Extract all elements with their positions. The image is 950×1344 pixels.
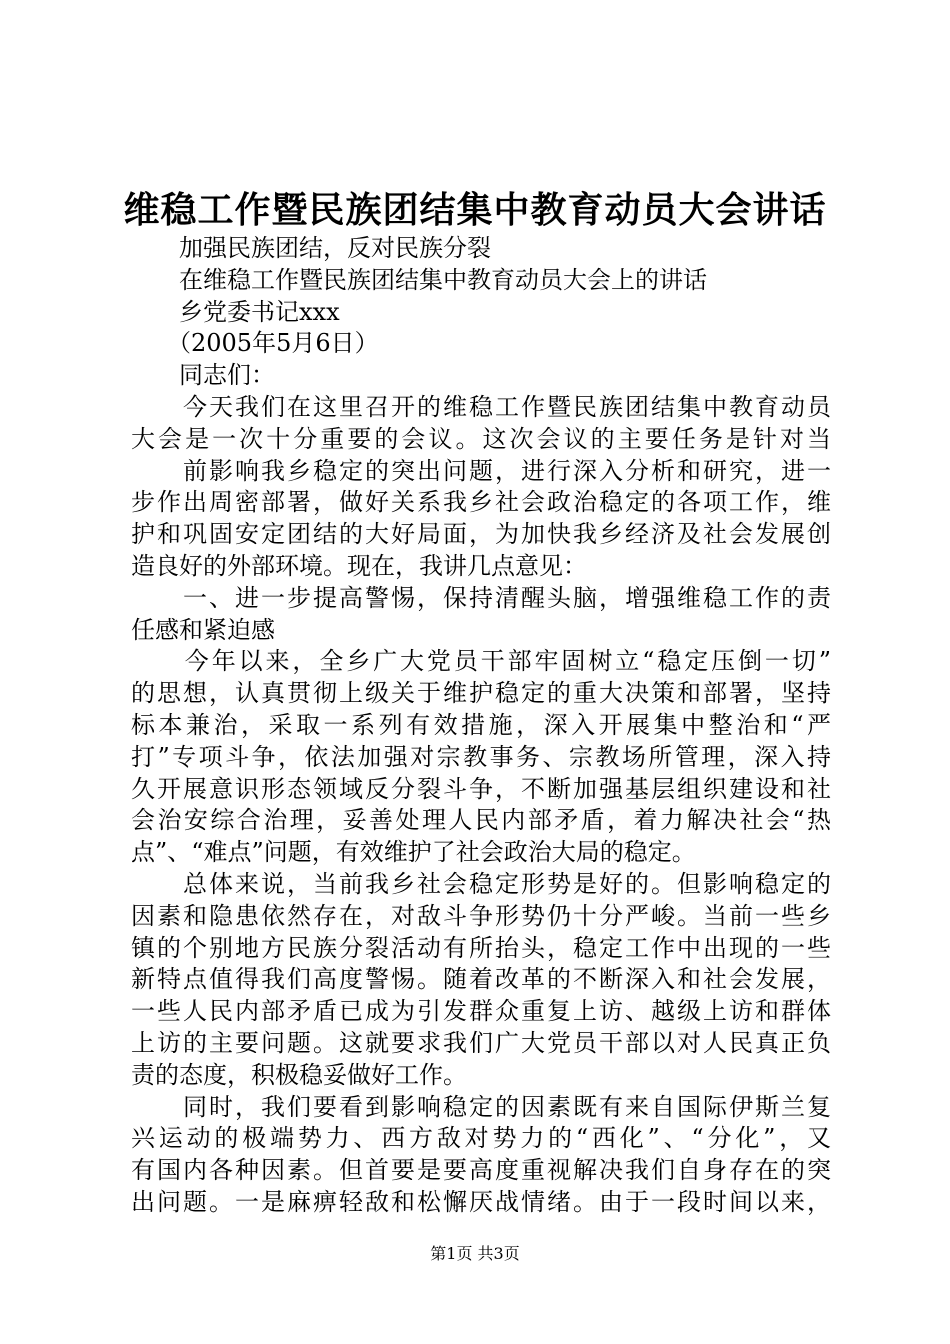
paragraph-line: 责的态度，积极稳妥做好工作。 [131, 1060, 467, 1089]
document-body [131, 233, 831, 1219]
paragraph-line: 上访的主要问题。这就要求我们广大党员干部以对人民真正负 [131, 1028, 831, 1057]
speech-occasion-line: 在维稳工作暨民族团结集中教育动员大会上的讲话 [131, 265, 707, 294]
page-number-footer: 第1页 共3页 [430, 1244, 520, 1263]
paragraph-line: 一些人民内部矛盾已成为引发群众重复上访、越级上访和群体 [131, 997, 831, 1026]
paragraph-line: 护和巩固安定团结的大好局面，为加快我乡经济及社会发展创 [131, 520, 831, 549]
paragraph-line: 点”、“难点”问题，有效维护了社会政治大局的稳定。 [131, 838, 696, 867]
paragraph-line: 步作出周密部署，做好关系我乡社会政治稳定的各项工作，维 [131, 488, 831, 517]
section-heading-line: 任感和紧迫感 [131, 615, 275, 644]
paragraph-line: 造良好的外部环境。现在，我讲几点意见： [131, 551, 587, 580]
paragraph-line: 会治安综合治理，妥善处理人民内部矛盾，着力解决社会“热 [131, 806, 831, 835]
paragraph-line: 同时，我们要看到影响稳定的因素既有来自国际伊斯兰复 [131, 1092, 831, 1121]
paragraph-line: 出问题。一是麻痹轻敌和松懈厌战情绪。由于一段时间以来， [131, 1187, 831, 1216]
subtitle-line: 加强民族团结，反对民族分裂 [131, 234, 491, 262]
paragraph-line: 久开展意识形态领域反分裂斗争，不断加强基层组织建设和社 [131, 774, 831, 803]
speaker-line: 乡党委书记xxx [131, 297, 340, 326]
paragraph-line: 打”专项斗争，依法加强对宗教事务、宗教场所管理，深入持 [131, 742, 831, 771]
date-line: （2005年5月6日） [131, 329, 379, 358]
paragraph-line: 镇的个别地方民族分裂活动有所抬头，稳定工作中出现的一些 [131, 933, 831, 962]
paragraph-line: 前影响我乡稳定的突出问题，进行深入分析和研究，进一 [131, 456, 831, 485]
paragraph-line: 标本兼治，采取一系列有效措施，深入开展集中整治和“严 [131, 710, 831, 739]
salutation-line: 同志们： [131, 361, 275, 390]
paragraph-line: 今年以来，全乡广大党员干部牢固树立“稳定压倒一切” [131, 647, 831, 676]
paragraph-line: 大会是一次十分重要的会议。这次会议的主要任务是针对当 [131, 424, 831, 453]
paragraph-line: 有国内各种因素。但首要是要高度重视解决我们自身存在的突 [131, 1156, 831, 1185]
paragraph-line: 因素和隐患依然存在，对敌斗争形势仍十分严峻。当前一些乡 [131, 901, 831, 930]
section-heading-line: 一、进一步提高警惕，保持清醒头脑，增强维稳工作的责 [131, 583, 831, 612]
paragraph-line: 今天我们在这里召开的维稳工作暨民族团结集中教育动员 [131, 392, 831, 421]
paragraph-line: 新特点值得我们高度警惕。随着改革的不断深入和社会发展， [131, 965, 831, 994]
document-title: 维稳工作暨民族团结集中教育动员大会讲话 [123, 189, 827, 231]
paragraph-line: 总体来说，当前我乡社会稳定形势是好的。但影响稳定的 [131, 869, 831, 898]
paragraph-line: 的思想，认真贯彻上级关于维护稳定的重大决策和部署，坚持 [131, 679, 831, 708]
paragraph-line: 兴运动的极端势力、西方敌对势力的“西化”、“分化”，又 [131, 1124, 831, 1153]
